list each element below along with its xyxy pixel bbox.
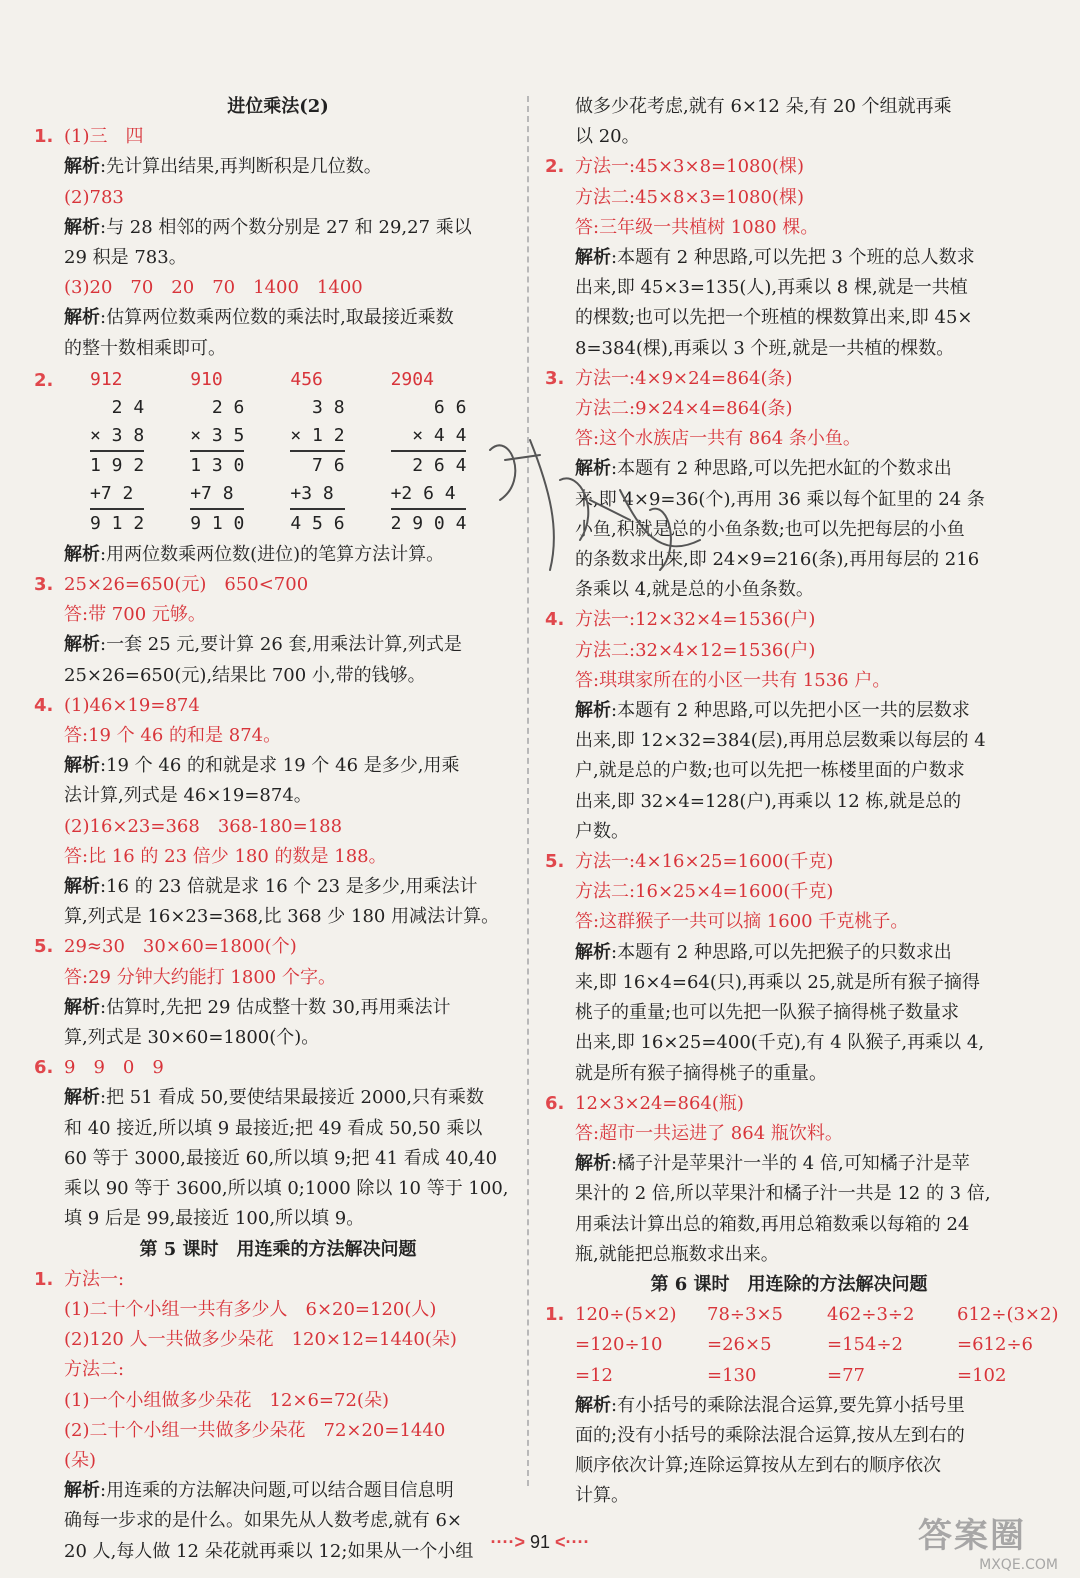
- analysis: 解析:本题有 2 种思路,可以先把猴子的只数求出 来,即 16×4=64(只),再乘以 25,就是所有猴子摘得 桃子的重量;也可以先把一队猴子摘得桃子数量求 出来,即 16×25=400(千克),有 4 队猴子,再乘以 4, 就是所有猴子摘得桃子的重量。: [575, 941, 985, 1084]
- question-number: 6.: [34, 1057, 54, 1079]
- vertical-multiplication: 910 2 6 × 3 5 1 3 0 +7 8 9 1 0: [190, 368, 245, 534]
- analysis: 解析:用连乘的方法解决问题,可以结合题目信息明 确每一步求的是什么。如果先从人数考虑,就有 6× 20 人,每人做 12 朵花就再乘以 12;如果从一个小组: [64, 1480, 474, 1562]
- division-steps-row: 120÷(5×2) 78÷3×5 462÷3÷2 612÷(3×2): [575, 1304, 1059, 1326]
- analysis: 解析:估算两位数乘两位数的乘法时,取最接近乘数 的整十数相乘即可。: [64, 307, 454, 359]
- question-number: 4.: [34, 694, 54, 716]
- section-heading: 进位乘法(2): [227, 96, 329, 117]
- answer-text: 答:带 700 元够。: [64, 604, 206, 626]
- question-number: 1.: [34, 126, 54, 148]
- analysis: 解析:橘子汁是苹果汁一半的 4 倍,可知橘子汁是苹 果汁的 2 倍,所以苹果汁和橘子汁一共是 12 的 3 倍, 用乘法计算出总的箱数,再用总箱数乘以每箱的 24 瓶,就能把总瓶数求出来。: [575, 1153, 991, 1265]
- answer-text: 答:19 个 46 的和是 874。: [64, 725, 282, 747]
- question-2: 2. 方法一:45×3×8=1080(棵) 方法二:45×8×3=1080(棵) 答:三年级一共植树 1080 棵。: [545, 152, 1033, 243]
- answer-text: 9 9 0 9: [64, 1057, 164, 1079]
- analysis: 解析:估算时,先把 29 估成整十数 30,再用乘法计 算,列式是 30×60=1800(个)。: [64, 996, 451, 1049]
- left-column: [34, 92, 522, 1567]
- question-4: [34, 691, 522, 751]
- column-divider: [527, 96, 529, 1486]
- question-number: 1.: [545, 1304, 565, 1326]
- analysis: 解析:用两位数乘两位数(进位)的笔算方法计算。: [64, 543, 445, 565]
- page-number: 91: [529, 1532, 551, 1552]
- division-steps-row: =12 =130 =77 =102: [575, 1364, 1007, 1386]
- analysis: 解析:19 个 46 的和就是求 19 个 46 是多少,用乘 法计算,列式是 46×19=874。: [64, 755, 460, 807]
- equation: (2)16×23=368 368-180=188: [64, 815, 343, 837]
- question-number: 5.: [34, 936, 54, 958]
- equation: 25×26=650(元) 650<700: [64, 574, 309, 596]
- lesson5-question-1: 1. 方法一: (1)二十个小组一共有多少人 6×20=120(人) (2)120 人一共做多少朵花 120×12=1440(朵) 方法二: (1)一个小组做多少朵花 12×6=72(朵) (2)二十个小组一共做多少朵花 72×20=1440 (朵): [34, 1265, 522, 1476]
- question-6: 6. 12×3×24=864(瓶) 答:超市一共运进了 864 瓶饮料。: [545, 1089, 1033, 1149]
- question-number: 1.: [34, 1268, 54, 1290]
- question-5: [34, 932, 522, 992]
- question-3: [34, 570, 522, 630]
- analysis: 解析:把 51 看成 50,要使结果最接近 2000,只有乘数 和 40 接近,所以填 9 最接近;把 49 看成 50,50 乘以 60 等于 3000,最接近 60,所以填 9;把 41 看成 40,40 乘以 90 等于 3600,所以填 0;1000 除以 10 等于 100, 填 9 后是 99,最接近 100,所以填 9。: [64, 1087, 509, 1230]
- answer-text: (2)783: [64, 186, 124, 208]
- lesson6-question-1: [545, 1300, 1059, 1391]
- analysis: 解析:与 28 相邻的两个数分别是 27 和 29,27 乘以 29 积是 783。: [64, 216, 472, 269]
- question-number: 3.: [34, 574, 54, 596]
- analysis: 解析:先计算出结果,再判断积是几位数。: [64, 156, 382, 178]
- question-5: 5. 方法一:4×16×25=1600(千克) 方法二:16×25×4=1600(千克) 答:这群猴子一共可以摘 1600 千克桃子。: [545, 847, 1033, 938]
- question-number: 5.: [545, 851, 565, 873]
- answer-text: (3)20 70 20 70 1400 1400: [64, 277, 363, 299]
- answer-text: (1)三 四: [64, 126, 144, 148]
- section-heading: 第 5 课时 用连乘的方法解决问题: [139, 1238, 417, 1260]
- vertical-calculations: [64, 366, 522, 538]
- analysis: 解析:有小括号的乘除法混合运算,要先算小括号里 面的;没有小括号的乘除法混合运算,按从左到右的 顺序依次计算;连除运算按从左到右的顺序依次 计算。: [575, 1394, 965, 1507]
- answer-text: 答:比 16 的 23 倍少 180 的数是 188。: [64, 845, 387, 867]
- question-2: [34, 366, 522, 538]
- arrow-left-icon: <····: [555, 1532, 590, 1552]
- question-number: 2.: [545, 156, 565, 178]
- equation: (1)46×19=874: [64, 694, 200, 716]
- analysis: 解析:本题有 2 种思路,可以先把小区一共的层数求 出来,即 12×32=384(层),再用总层数乘以每层的 4 户,就是总的户数;也可以先把一栋楼里面的户数求 出来,即 32×4=128(户),再乘以 12 栋,就是总的 户数。: [575, 700, 986, 842]
- analysis-continued: 做多少花考虑,就有 6×12 朵,有 20 个组就再乘 以 20。: [575, 96, 952, 148]
- question-number: 6.: [545, 1092, 565, 1114]
- analysis: 解析:16 的 23 倍就是求 16 个 23 是多少,用乘法计 算,列式是 16×23=368,比 368 少 180 用减法计算。: [64, 876, 500, 928]
- question-4: 4. 方法一:12×32×4=1536(户) 方法二:32×4×12=1536(户) 答:琪琪家所在的小区一共有 1536 户。: [545, 605, 1033, 696]
- section-heading: 第 6 课时 用连除的方法解决问题: [650, 1273, 928, 1295]
- answer-text: 答:29 分钟大约能打 1800 个字。: [64, 966, 336, 988]
- vertical-multiplication: 912 2 4 × 3 8 1 9 2 +7 2 9 1 2: [90, 368, 145, 534]
- arrow-right-icon: ····>: [490, 1532, 525, 1552]
- division-steps-row: =120÷10 =26×5 =154÷2 =612÷6: [575, 1334, 1033, 1356]
- analysis: 解析:本题有 2 种思路,可以先把 3 个班的总人数求 出来,即 45×3=135(人),再乘以 8 棵,就是一共植 的棵数;也可以先把一个班植的棵数算出来,即 45× 8=384(棵),再乘以 3 个班,就是一共植的棵数。: [575, 247, 975, 359]
- question-number: 2.: [34, 369, 54, 391]
- right-column: [545, 92, 1059, 1512]
- analysis: 解析:一套 25 元,要计算 26 套,用乘法计算,列式是 25×26=650(元),结果比 700 小,带的钱够。: [64, 634, 462, 686]
- question-number: 4.: [545, 609, 565, 631]
- question-3: 3. 方法一:4×9×24=864(条) 方法二:9×24×4=864(条) 答:这个水族店一共有 864 条小鱼。: [545, 364, 1033, 455]
- vertical-multiplication: 2904 6 6 × 4 4 2 6 4 +2 6 4 2 9 0 4: [390, 368, 467, 534]
- analysis: 解析:本题有 2 种思路,可以先把水缸的个数求出 来,即 4×9=36(个),再用 36 乘以每个缸里的 24 条 小鱼,积就是总的小鱼条数;也可以先把每层的小鱼 的条数求出来,即 24×9=216(条),再用每层的 216 条乘以 4,就是总的小鱼条数。: [575, 458, 985, 601]
- vertical-multiplication: 456 3 8 × 1 2 7 6 +3 8 4 5 6: [290, 368, 345, 534]
- question-6: [34, 1053, 522, 1083]
- question-1: [34, 122, 522, 152]
- watermark-logo: 答案圈 MXQE.COM: [918, 1516, 1058, 1573]
- question-number: 3.: [545, 367, 565, 389]
- equation: 29≈30 30×60=1800(个): [64, 936, 297, 958]
